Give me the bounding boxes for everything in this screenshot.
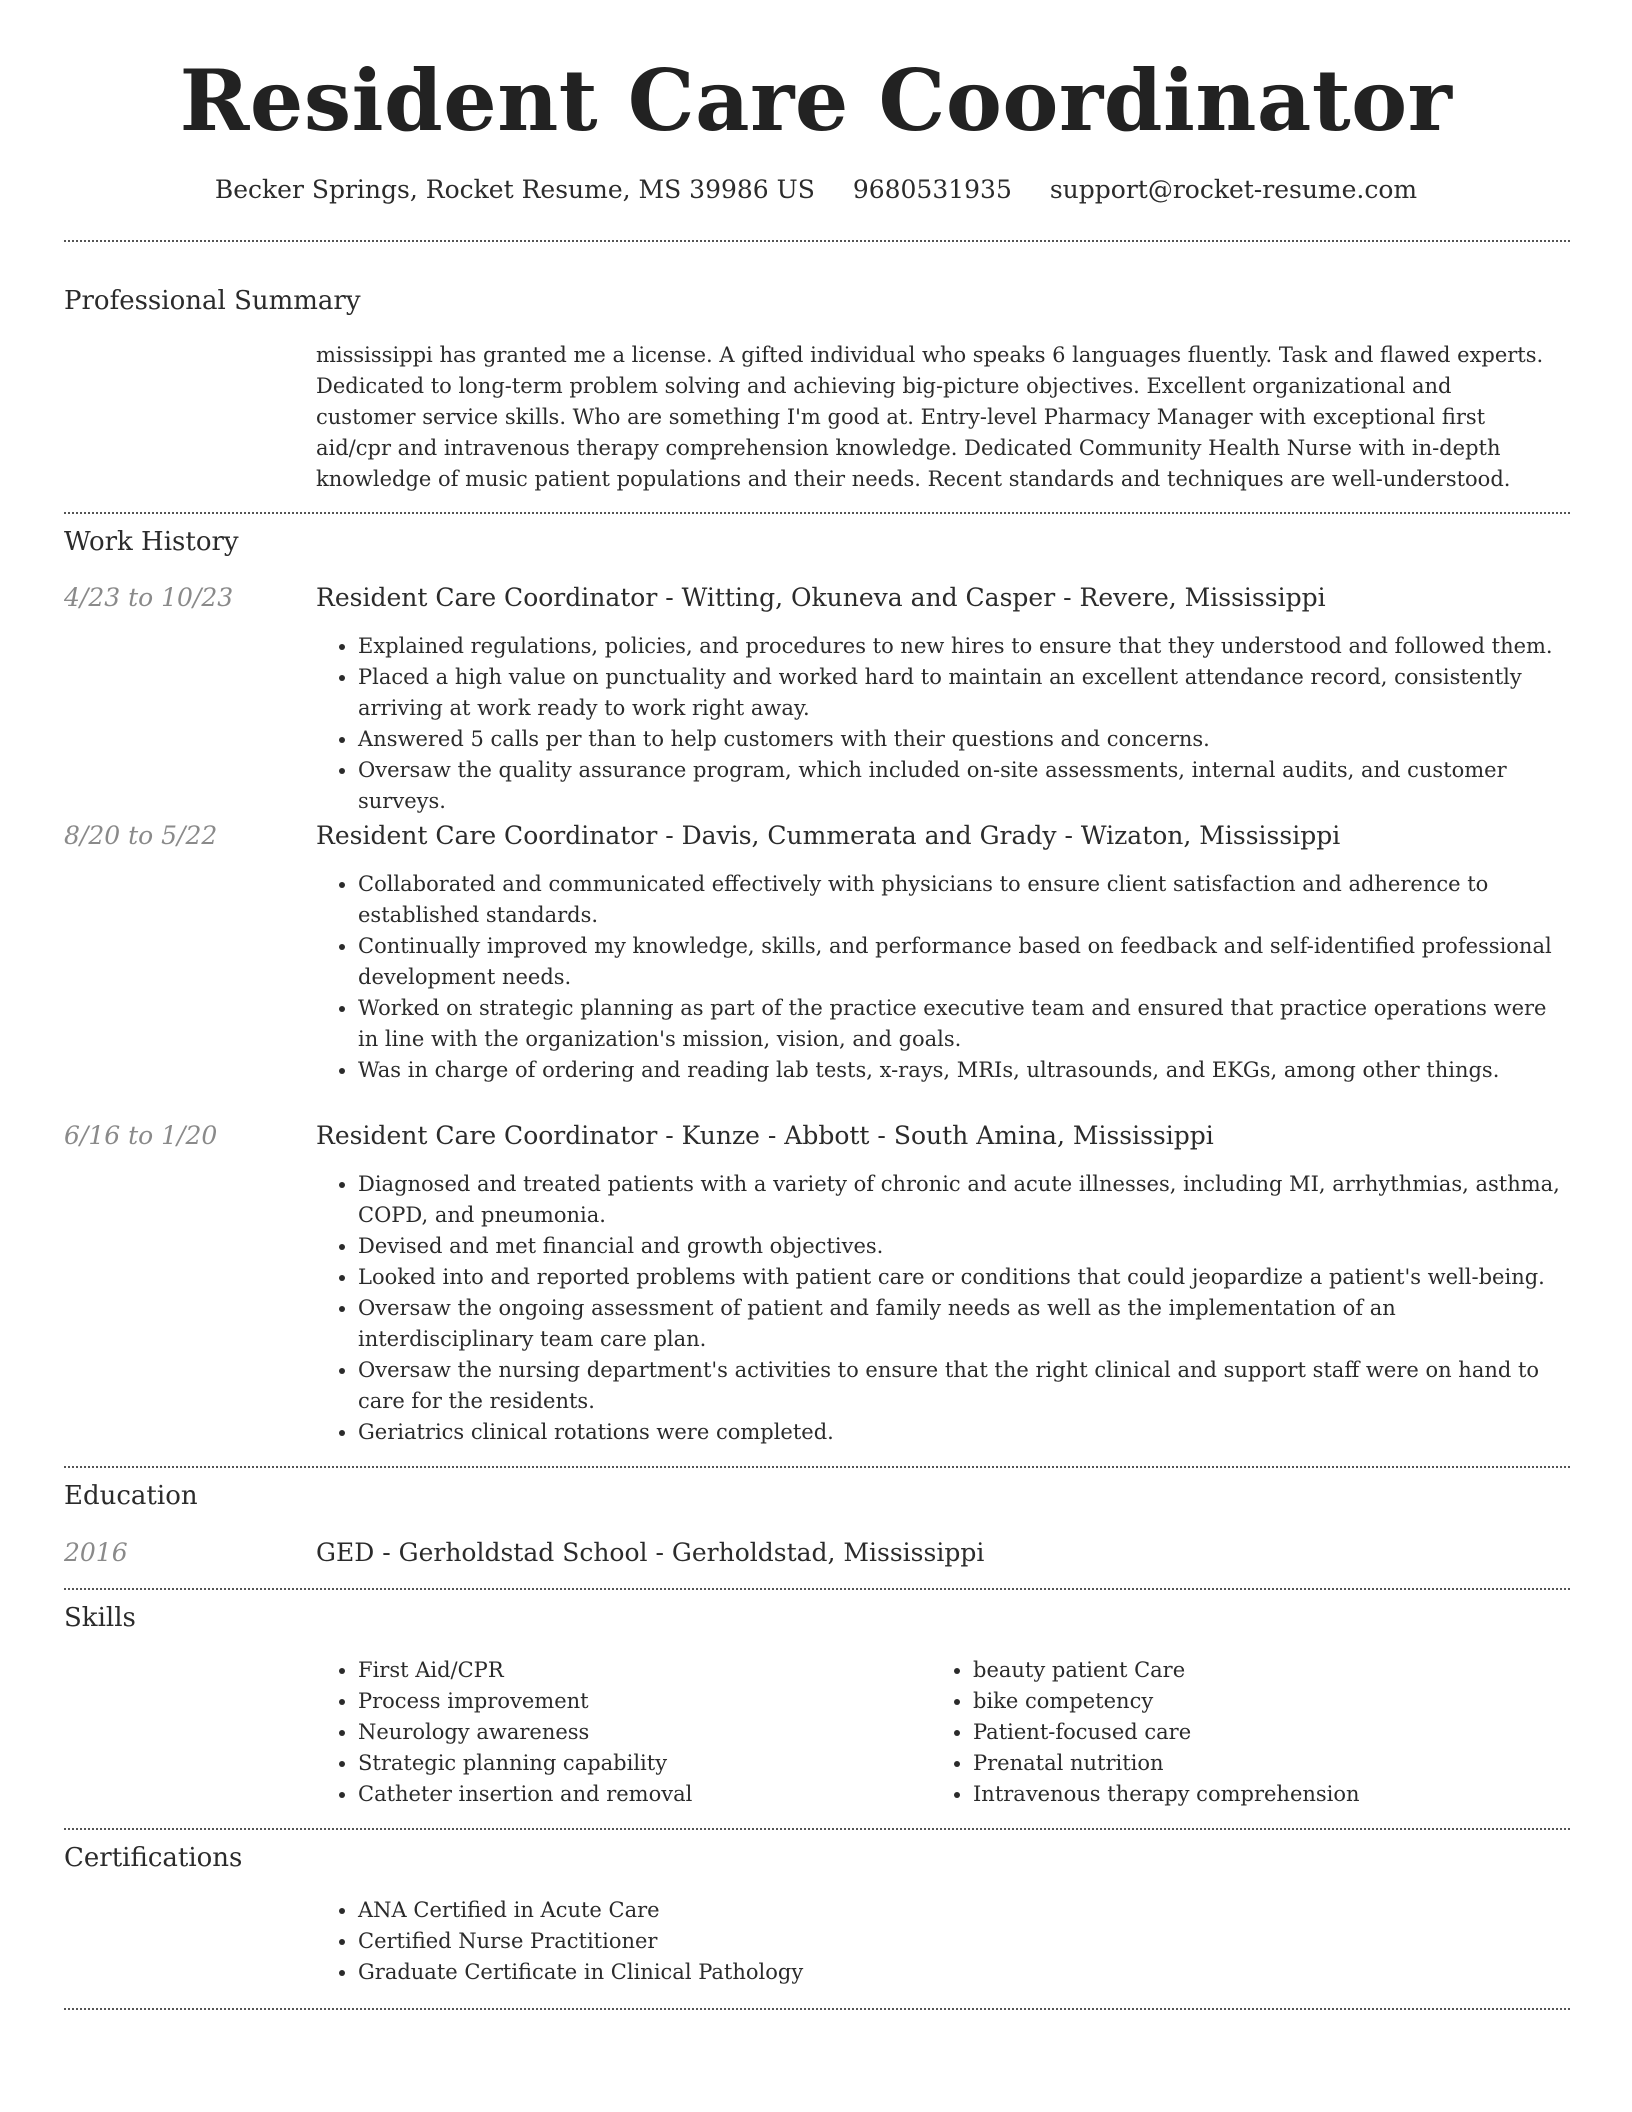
- list-item: • Answered 5 calls per than to help customers with their questions and concerns.: [358, 724, 1570, 755]
- job-date: 8/20 to 5/22: [64, 821, 218, 850]
- skills-list-left: [358, 1655, 918, 1810]
- education-heading: GED - Gerholdstad School - Gerholdstad, Mississippi: [316, 1538, 985, 1567]
- divider: [64, 1828, 1570, 1830]
- section-title-education: Education: [64, 1481, 198, 1511]
- list-item: • Oversaw the nursing department's activities to ensure that the right clinical and support staff were on hand to care for the residents.: [358, 1355, 1570, 1417]
- list-item: • Graduate Certificate in Clinical Pathology: [358, 1957, 1358, 1988]
- education-date: 2016: [64, 1538, 128, 1567]
- job-heading: Resident Care Coordinator - Witting, Okuneva and Casper - Revere, Mississippi: [316, 583, 1326, 612]
- list-item: • Devised and met financial and growth objectives.: [358, 1231, 1570, 1262]
- list-item: • Explained regulations, policies, and procedures to new hires to ensure that they understood and followed them.: [358, 631, 1570, 662]
- list-item: • Patient-focused care: [973, 1717, 1533, 1748]
- divider: [64, 1466, 1570, 1468]
- section-title-skills: Skills: [64, 1603, 136, 1633]
- divider: [64, 2008, 1570, 2010]
- skills-list-right: [973, 1655, 1533, 1810]
- divider: [64, 1588, 1570, 1590]
- list-item: • Placed a high value on punctuality and worked hard to maintain an excellent attendance record, consistently arriving at work ready to work right away.: [358, 662, 1570, 724]
- list-item: • beauty patient Care: [973, 1655, 1533, 1686]
- list-item: • Collaborated and communicated effectively with physicians to ensure client satisfaction and adherence to established standards.: [358, 869, 1570, 931]
- list-item: • Looked into and reported problems with patient care or conditions that could jeopardize a patient's well-being.: [358, 1262, 1570, 1293]
- contact-address: Becker Springs, Rocket Resume, MS 39986 US: [214, 175, 815, 204]
- contact-email: support@rocket-resume.com: [1049, 175, 1418, 204]
- job-heading: Resident Care Coordinator - Kunze - Abbott - South Amina, Mississippi: [316, 1121, 1214, 1150]
- job-date: 4/23 to 10/23: [64, 583, 234, 612]
- list-item: • Catheter insertion and removal: [358, 1779, 918, 1810]
- certifications-list: [358, 1895, 1358, 1988]
- contact-phone: 9680531935: [852, 175, 1012, 204]
- job-date: 6/16 to 1/20: [64, 1121, 218, 1150]
- list-item: • Diagnosed and treated patients with a variety of chronic and acute illnesses, including MI, arrhythmias, asthma, COPD, and pneumonia.: [358, 1169, 1570, 1231]
- list-item: • Geriatrics clinical rotations were completed.: [358, 1417, 1570, 1448]
- list-item: • Was in charge of ordering and reading lab tests, x-rays, MRIs, ultrasounds, and EKGs, among other things.: [358, 1055, 1570, 1086]
- list-item: • Neurology awareness: [358, 1717, 918, 1748]
- list-item: • ANA Certified in Acute Care: [358, 1895, 1358, 1926]
- job-bullets: [358, 631, 1570, 817]
- contact-line: [0, 168, 1632, 212]
- section-title-work: Work History: [64, 527, 239, 557]
- list-item: • Oversaw the ongoing assessment of patient and family needs as well as the implementation of an interdisciplinary team care plan.: [358, 1293, 1570, 1355]
- list-item: • Continually improved my knowledge, skills, and performance based on feedback and self-identified professional development needs.: [358, 931, 1570, 993]
- list-item: • Process improvement: [358, 1686, 918, 1717]
- resume-name: Resident Care Coordinator: [179, 51, 1453, 150]
- job-bullets: [358, 1169, 1570, 1448]
- list-item: • Strategic planning capability: [358, 1748, 918, 1779]
- job-heading: Resident Care Coordinator - Davis, Cummerata and Grady - Wizaton, Mississippi: [316, 821, 1341, 850]
- list-item: • Worked on strategic planning as part of the practice executive team and ensured that practice operations were in line with the organization's mission, vision, and goals.: [358, 993, 1570, 1055]
- divider: [64, 240, 1570, 242]
- list-item: • bike competency: [973, 1686, 1533, 1717]
- list-item: • First Aid/CPR: [358, 1655, 918, 1686]
- list-item: • Prenatal nutrition: [973, 1748, 1533, 1779]
- section-title-summary: Professional Summary: [64, 286, 361, 316]
- section-title-certifications: Certifications: [64, 1843, 243, 1873]
- list-item: • Oversaw the quality assurance program, which included on-site assessments, internal audits, and customer surveys.: [358, 755, 1570, 817]
- divider: [64, 512, 1570, 514]
- summary-text: mississippi has granted me a license. A gifted individual who speaks 6 languages fluently. Task and flawed experts. Dedicated to long-term problem solving and achieving big-picture objectives. Excellent organizational and customer service skills. Who are something I'm good at. Entry-level Pharmacy Manager with exceptional first aid/cpr and intravenous therapy comprehension knowledge. Dedicated Community Health Nurse with in-depth knowledge of music patient populations and their needs. Recent standards and techniques are well-understood.: [316, 343, 1544, 491]
- list-item: • Intravenous therapy comprehension: [973, 1779, 1533, 1810]
- job-bullets: [358, 869, 1570, 1086]
- list-item: • Certified Nurse Practitioner: [358, 1926, 1358, 1957]
